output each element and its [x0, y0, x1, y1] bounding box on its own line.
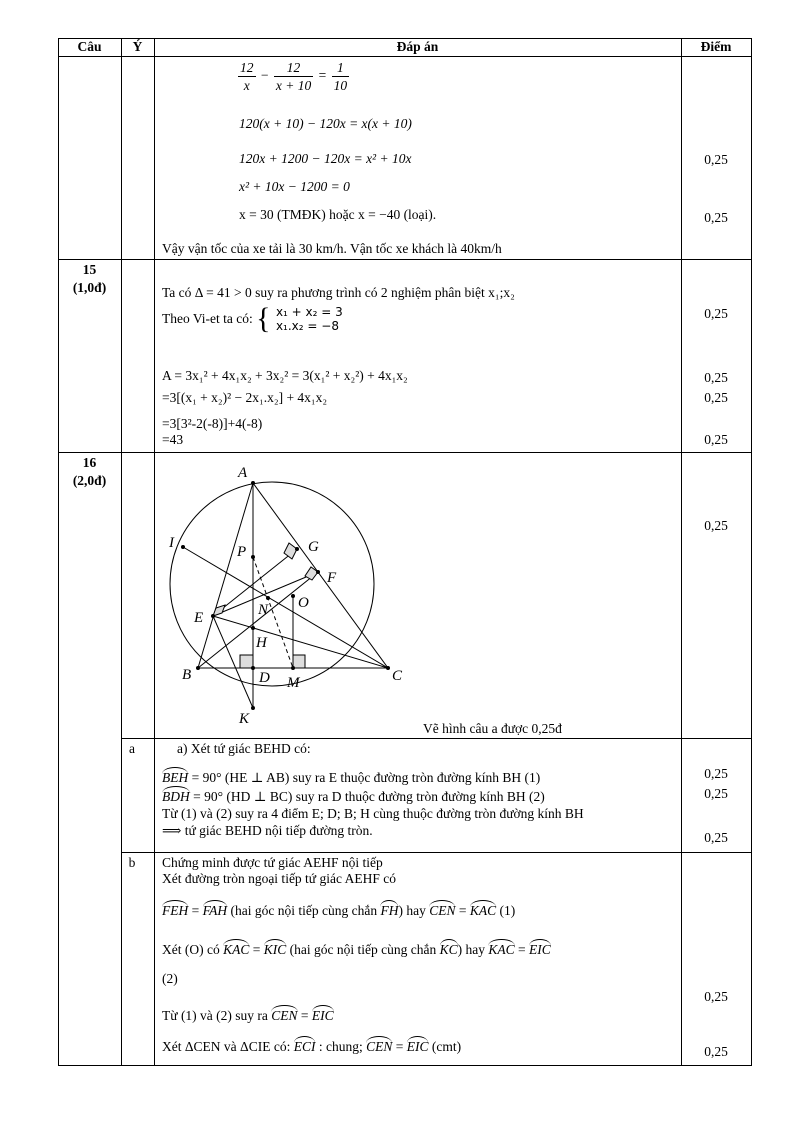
angle-kac: KAC — [488, 939, 514, 958]
equation-line-4: x² + 10x − 1200 = 0 — [239, 179, 350, 194]
label-k: K — [239, 711, 250, 727]
sec15-line-3: A = 3x₁² + 4x₁x₂ + 3x₂² = 3(x₁² + x₂²) + 4x₁x₂ — [162, 368, 408, 383]
label-g: G — [308, 539, 319, 555]
sec15-line-4: =3[(x₁ + x₂)² − 2x₁.x₂] + 4x₁x₂ — [162, 390, 328, 405]
angle-kic: KIC — [264, 939, 287, 958]
point-h — [251, 626, 255, 630]
frac-c-num: 1 — [332, 59, 350, 77]
score-point: 0,25 — [704, 830, 728, 845]
label-c: C — [392, 668, 403, 684]
rule-bottom — [58, 1065, 751, 1066]
point-m — [291, 666, 295, 670]
point-k — [251, 706, 255, 710]
header-y: Ý — [132, 39, 143, 54]
conclusion-line: Vậy vận tốc của xe tải là 30 km/h. Vận tốc xe khách là 40km/h — [162, 241, 502, 256]
question-number-15: 15 — [82, 262, 97, 277]
text-run: (hai góc nội tiếp cùng chắn — [227, 903, 381, 918]
segment-ab — [198, 483, 253, 668]
rule-right — [751, 38, 752, 1066]
score-point: 0,25 — [704, 370, 728, 385]
brace-icon: { — [256, 302, 271, 335]
angle-feh: FEH — [162, 900, 188, 919]
score-point: 0,25 — [704, 390, 728, 405]
figure-caption: Vẽ hình câu a được 0,25đ — [423, 721, 562, 736]
part-b-line-7 — [162, 1036, 461, 1055]
score-point: 0,25 — [704, 1044, 728, 1059]
part-a-line-3: Từ (1) và (2) suy ra 4 điểm E; D; B; H cùng thuộc đường tròn đường kính BH — [162, 806, 584, 821]
vieta-sum: x₁ + x₂ = 3 — [275, 305, 343, 319]
point-g — [295, 547, 299, 551]
part-b-line-6 — [162, 1005, 334, 1024]
text-run: ) hay — [398, 903, 430, 918]
right-angle-d — [240, 655, 253, 668]
text-run: (1) — [496, 903, 516, 918]
part-a-line-1-text: = 90° (HE ⊥ AB) suy ra E thuộc đường tròn đường kính BH (1) — [188, 770, 541, 785]
text-run: (cmt) — [428, 1039, 462, 1054]
angle-fah: FAH — [203, 900, 228, 919]
text-run: Từ (1) và (2) suy ra — [162, 1008, 272, 1023]
part-a-line-1 — [162, 767, 540, 786]
equals-sign: = — [249, 942, 264, 957]
angle-eic: EIC — [407, 1036, 429, 1055]
score-point: 0,25 — [704, 432, 728, 447]
segment-bf — [198, 572, 318, 668]
point-f — [316, 570, 320, 574]
angle-kac: KAC — [470, 900, 496, 919]
equation-line-3: 120x + 1200 − 120x = x² + 10x — [239, 151, 412, 166]
point-e — [211, 614, 215, 618]
point-c — [386, 666, 390, 670]
score-point: 0,25 — [704, 518, 728, 533]
point-i — [181, 545, 185, 549]
part-b-line-4 — [162, 939, 551, 958]
text-run: Xét (O) có — [162, 942, 224, 957]
sec15-line-6: =43 — [162, 432, 184, 447]
point-a — [251, 481, 255, 485]
part-a-line-2 — [162, 786, 545, 805]
segment-eg — [213, 549, 297, 616]
part-b-line-5: (2) — [162, 971, 178, 986]
op-minus: − — [260, 67, 269, 83]
score-point: 0,25 — [704, 786, 728, 801]
text-run: : chung; — [315, 1039, 367, 1054]
header-dap-an: Đáp án — [396, 39, 439, 54]
equals-sign: = — [392, 1039, 407, 1054]
point-n — [266, 596, 270, 600]
equals-sign: = — [514, 942, 529, 957]
equation-line-5: x = 30 (TMĐK) hoặc x = −40 (loại). — [239, 207, 437, 222]
label-h: H — [256, 635, 267, 651]
part-a-line-4: ⟹ tứ giác BEHD nội tiếp đường tròn. — [162, 823, 373, 838]
segment-ac — [253, 483, 388, 668]
frac-c-den: 10 — [333, 78, 348, 93]
vieta-label: Theo Vi-et ta có: — [162, 311, 253, 326]
angle-eci: ECI — [294, 1036, 316, 1055]
right-angle-g — [284, 543, 297, 559]
angle-beh: BEH — [162, 767, 188, 786]
score-point: 0,25 — [704, 306, 728, 321]
label-m: M — [287, 675, 300, 691]
equals-sign: = — [297, 1008, 312, 1023]
label-o: O — [298, 595, 309, 611]
arc-kc: KC — [440, 939, 458, 958]
score-point: 0,25 — [704, 152, 728, 167]
frac-a-num: 12 — [240, 60, 254, 75]
header-cau: Câu — [77, 39, 102, 54]
part-b-label: b — [128, 855, 136, 870]
angle-kac: KAC — [223, 939, 249, 958]
score-point: 0,25 — [704, 766, 728, 781]
score-point: 0,25 — [704, 989, 728, 1004]
right-angle-e — [213, 605, 225, 616]
frac-a-den: x — [243, 78, 250, 93]
frac-b-den: x + 10 — [275, 78, 312, 93]
label-f: F — [327, 570, 337, 586]
point-o — [291, 594, 295, 598]
angle-bdh: BDH — [162, 786, 190, 805]
angle-cen: CEN — [271, 1005, 297, 1024]
score-point: 0,25 — [704, 210, 728, 225]
point-p — [251, 555, 255, 559]
point-d — [251, 666, 255, 670]
angle-cen: CEN — [366, 1036, 392, 1055]
part-b-line-2: Xét đường tròn ngoại tiếp tứ giác AEHF có — [162, 871, 396, 886]
segment-ic — [183, 547, 388, 668]
equation-line-2: 120(x + 10) − 120x = x(x + 10) — [239, 116, 412, 131]
circle-o — [170, 482, 374, 686]
text-run: (hai góc nội tiếp cùng chắn — [286, 942, 440, 957]
vieta-product: x₁.x₂ = −8 — [275, 319, 339, 333]
label-p: P — [237, 544, 247, 560]
arc-fh: FH — [380, 900, 398, 919]
angle-cen: CEN — [429, 900, 455, 919]
op-equals: = — [318, 67, 327, 83]
equals-sign: = — [188, 903, 203, 918]
sec15-line-1: Ta có Δ = 41 > 0 suy ra phương trình có 2 nghiệm phân biệt x₁;x₂ — [162, 285, 515, 300]
right-angle-m — [293, 655, 305, 668]
label-b: B — [182, 667, 192, 683]
header-diem: Điểm — [700, 39, 732, 54]
text-run: ) hay — [457, 942, 489, 957]
part-a-line-2-text: = 90° (HD ⊥ BC) suy ra D thuộc đường tròn đường kính BH (2) — [189, 789, 545, 804]
frac-b-num: 12 — [274, 59, 313, 77]
label-n: N — [258, 602, 269, 618]
question-number-16: 16 — [82, 455, 97, 470]
label-e: E — [194, 610, 204, 626]
part-a-title: a) Xét tứ giác BEHD có: — [177, 741, 311, 756]
answer-table — [58, 38, 751, 1066]
rule-figure — [121, 738, 751, 739]
geometry-figure — [58, 38, 751, 738]
question-score-15: (1,0đ) — [72, 280, 107, 295]
part-b-line-1: Chứng minh được tứ giác AEHF nội tiếp — [162, 855, 383, 870]
part-a-label: a — [129, 741, 135, 756]
part-b-line-3 — [162, 900, 515, 919]
question-score-16: (2,0đ) — [72, 473, 107, 488]
sec15-line-5: =3[3²-2(-8)]+4(-8) — [162, 416, 263, 431]
label-a: A — [238, 465, 248, 481]
text-run: Xét ΔCEN và ΔCIE có: — [162, 1039, 294, 1054]
label-i: I — [169, 535, 174, 551]
point-b — [196, 666, 200, 670]
rule-part-a — [121, 852, 751, 853]
angle-eic: EIC — [529, 939, 551, 958]
equals-sign: = — [455, 903, 470, 918]
label-d: D — [259, 670, 270, 686]
angle-eic: EIC — [312, 1005, 334, 1024]
